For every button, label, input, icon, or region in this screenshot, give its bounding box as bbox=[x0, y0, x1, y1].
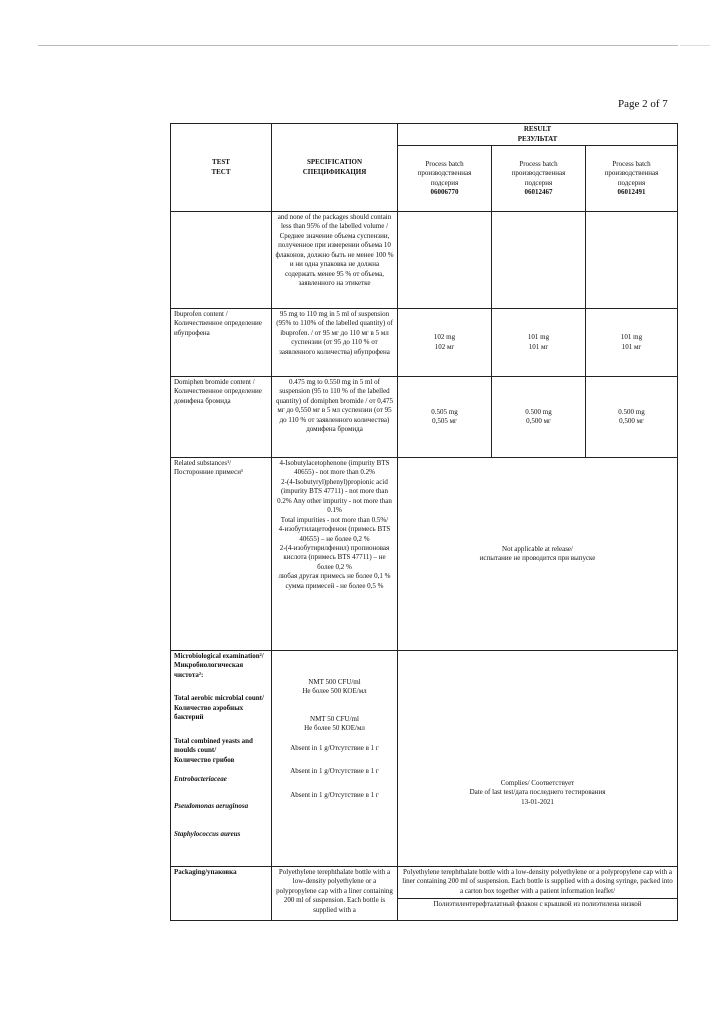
ibuprofen-result-2-en: 101 mg bbox=[527, 333, 550, 342]
related-spec-line: сумма примесей - не более 0,5 % bbox=[285, 581, 384, 590]
micro-result-date-label: Date of last test/дата последнего тестирования bbox=[469, 788, 606, 797]
domiphen-test: Domiphen bromide content / Количественное определение домифена бромида bbox=[171, 377, 272, 458]
packaging-spec: Polyethylene terephthalate bottle with a low-density polyethylene or a polypropylene cap with a liner containing 200 ml of suspension. Each bottle is supplied with a bbox=[272, 867, 398, 921]
micro-result bbox=[398, 651, 678, 867]
related-result-ru: испытание не проводится при выпуске bbox=[479, 554, 596, 562]
micro-spec-aerobic-ru: Не более 500 КОЕ/мл bbox=[302, 687, 367, 696]
related-spec-line: 2-(4-Isobutyryl)phenyl)propionic acid (impurity BTS 47711) - not more than 0.2% Any other impurity - not more than 0.1% bbox=[277, 477, 392, 515]
micro-row bbox=[171, 651, 678, 867]
batch-header-2 bbox=[492, 146, 586, 212]
micro-spec-yeasts-en: NMT 50 CFU/ml bbox=[310, 714, 359, 723]
scan-artifact-line bbox=[680, 45, 710, 46]
micro-spec-yeasts-ru: Не более 50 КОЕ/мл bbox=[304, 724, 365, 733]
related-row bbox=[171, 458, 678, 651]
domiphen-spec: 0.475 mg to 0.550 mg in 5 ml of suspension (95 to 110 % of the labelled quantity) of domiphen bromide / от 0,475 мг до 0,550 мг в 5 мл суспензии (от 95 до 110 % от заявленного количества) домифена бромида bbox=[272, 377, 398, 458]
continuation-result-3 bbox=[586, 212, 678, 309]
micro-spec-aerobic-en: NMT 500 CFU/ml bbox=[308, 678, 361, 686]
ibuprofen-test: Ibuprofen content / Количественное определение ибупрофена bbox=[171, 309, 272, 377]
domiphen-result-1 bbox=[398, 377, 492, 458]
micro-test-head: Microbiological examination²/Микробиологическая чистота²: bbox=[174, 652, 264, 679]
domiphen-result-3-en: 0.500 mg bbox=[618, 407, 645, 416]
micro-test bbox=[171, 651, 272, 867]
micro-label-aerobic-ru: Количество аэробных бактерий bbox=[174, 703, 244, 722]
packaging-result bbox=[398, 867, 678, 921]
domiphen-result-2-ru: 0,500 мг bbox=[526, 417, 551, 425]
batch-1-number: 06006770 bbox=[430, 187, 459, 196]
batch-3-number: 06012491 bbox=[617, 187, 646, 196]
ibuprofen-result-3 bbox=[586, 309, 678, 377]
related-test: Related substances¹/ Посторонние примеси¹ bbox=[171, 458, 272, 651]
related-spec-line: Total impurities - not more than 0.5%/ bbox=[280, 515, 389, 524]
micro-spec-staph: Absent in 1 g/Отсутствие в 1 г bbox=[290, 790, 379, 799]
test-results-table bbox=[170, 123, 678, 921]
batch-2-number: 06012467 bbox=[524, 187, 553, 196]
related-result bbox=[398, 458, 678, 651]
header-test-en: TEST bbox=[212, 158, 230, 167]
domiphen-result-2-en: 0.500 mg bbox=[525, 407, 552, 416]
micro-spec bbox=[272, 651, 398, 867]
packaging-result-en: Polyethylene terephthalate bottle with a low-density polyethylene or a polypropylene cap with a liner containing 200 ml of suspension. Each bottle is supplied with a dosing syringe, packed into a carton box together with a patient information leaflet/ bbox=[402, 868, 673, 895]
micro-label-pseudomonas: Pseudomonas aeruginosa bbox=[174, 802, 249, 811]
continuation-result-2 bbox=[492, 212, 586, 309]
ibuprofen-result-1-en: 102 mg bbox=[433, 333, 456, 342]
ibuprofen-result-3-en: 101 mg bbox=[620, 333, 643, 342]
micro-result-date: 13-01-2021 bbox=[521, 797, 554, 806]
related-spec-line: 2-(4-изобутирилфенил) пропионовая кислота (примесь BTS 47711) – не более 0,2 % bbox=[279, 543, 390, 571]
domiphen-result-1-ru: 0,505 мг bbox=[432, 417, 457, 425]
batch-2-ru1: производственная bbox=[511, 169, 566, 178]
header-test-ru: ТЕСТ bbox=[211, 167, 231, 176]
packaging-result-ru: Полиэтилентерефталатный флакон с крышкой из полиэтилена низкой bbox=[398, 898, 677, 909]
related-spec bbox=[272, 458, 398, 651]
batch-header-3 bbox=[586, 146, 678, 212]
header-spec bbox=[272, 124, 398, 212]
ibuprofen-spec: 95 mg to 110 mg in 5 ml of suspension (95% to 110% of the labelled quantity) of ibuprofen. / от 95 мг до 110 мг в 5 мл суспензии (от 95 до 110 % от заявленного количества) ибупрофена bbox=[272, 309, 398, 377]
batch-1-ru2: подсерия bbox=[430, 178, 459, 187]
ibuprofen-result-1 bbox=[398, 309, 492, 377]
batch-3-en: Process batch bbox=[612, 159, 651, 168]
ibuprofen-result-2-ru: 101 мг bbox=[528, 342, 549, 351]
domiphen-result-3 bbox=[586, 377, 678, 458]
ibuprofen-result-3-ru: 101 мг bbox=[621, 342, 642, 351]
micro-result-complies: Complies/ Соответствует bbox=[500, 779, 575, 787]
continuation-result-1 bbox=[398, 212, 492, 309]
ibuprofen-row bbox=[171, 309, 678, 377]
related-spec-line: любая другая примесь не более 0,1 % bbox=[278, 572, 391, 581]
micro-spec-entero: Absent in 1 g/Отсутствие в 1 г bbox=[290, 743, 379, 752]
header-test bbox=[171, 124, 272, 212]
micro-label-staph: Staphylococcus aureus bbox=[174, 829, 241, 838]
micro-label-entero: Entrobacteriaceae bbox=[174, 774, 227, 783]
related-spec-line: 4-Isobutylacetophenone (impurity BTS 40655) - not more than 0.2% bbox=[279, 459, 390, 477]
batch-header-1 bbox=[398, 146, 492, 212]
domiphen-result-1-en: 0.505 mg bbox=[431, 407, 458, 416]
domiphen-result-3-ru: 0,500 мг bbox=[619, 417, 644, 425]
continuation-row bbox=[171, 212, 678, 309]
domiphen-row bbox=[171, 377, 678, 458]
batch-2-en: Process batch bbox=[519, 159, 558, 168]
header-spec-ru: СПЕЦИФИКАЦИЯ bbox=[302, 167, 367, 176]
batch-1-ru1: производственная bbox=[417, 169, 472, 178]
batch-2-ru2: подсерия bbox=[524, 178, 553, 187]
scan-artifact-line bbox=[38, 45, 678, 46]
batch-1-en: Process batch bbox=[425, 159, 464, 168]
ibuprofen-result-1-ru: 102 мг bbox=[434, 342, 455, 351]
related-spec-line: 4-изобутилацетофенон (примесь BTS 40655) – не более 0,2 % bbox=[278, 525, 391, 543]
related-result-en: Not applicable at release/ bbox=[502, 544, 573, 553]
header-result bbox=[398, 124, 678, 146]
domiphen-result-2 bbox=[492, 377, 586, 458]
micro-label-yeasts-en: Total combined yeasts and moulds count/ bbox=[174, 736, 253, 755]
packaging-row bbox=[171, 867, 678, 921]
continuation-test-cell bbox=[171, 212, 272, 309]
batch-3-ru1: производственная bbox=[604, 169, 659, 178]
header-result-en: RESULT bbox=[523, 125, 552, 134]
packaging-test: Packaging/упаковка bbox=[171, 867, 272, 921]
micro-spec-pseudomonas: Absent in 1 g/Отсутствие в 1 г bbox=[290, 767, 379, 776]
header-spec-en: SPECIFICATION bbox=[306, 158, 363, 167]
batch-3-ru2: подсерия bbox=[617, 178, 646, 187]
ibuprofen-result-2 bbox=[492, 309, 586, 377]
header-row bbox=[171, 124, 678, 146]
micro-label-aerobic-en: Total aerobic microbial count/ bbox=[174, 694, 264, 703]
micro-label-yeasts-ru: Количество грибов bbox=[174, 755, 235, 764]
header-result-ru: РЕЗУЛЬТАТ bbox=[517, 134, 558, 143]
page-number: Page 2 of 7 bbox=[618, 98, 668, 110]
continuation-spec: and none of the packages should contain less than 95% of the labelled volume / Среднее значение объема суспензии, полученное при измерении объема 10 флаконов, должно быть не менее 100 % и ни одна упаковка не должна содержать менее 95 % от объема, заявленного на этикетке bbox=[272, 212, 398, 309]
